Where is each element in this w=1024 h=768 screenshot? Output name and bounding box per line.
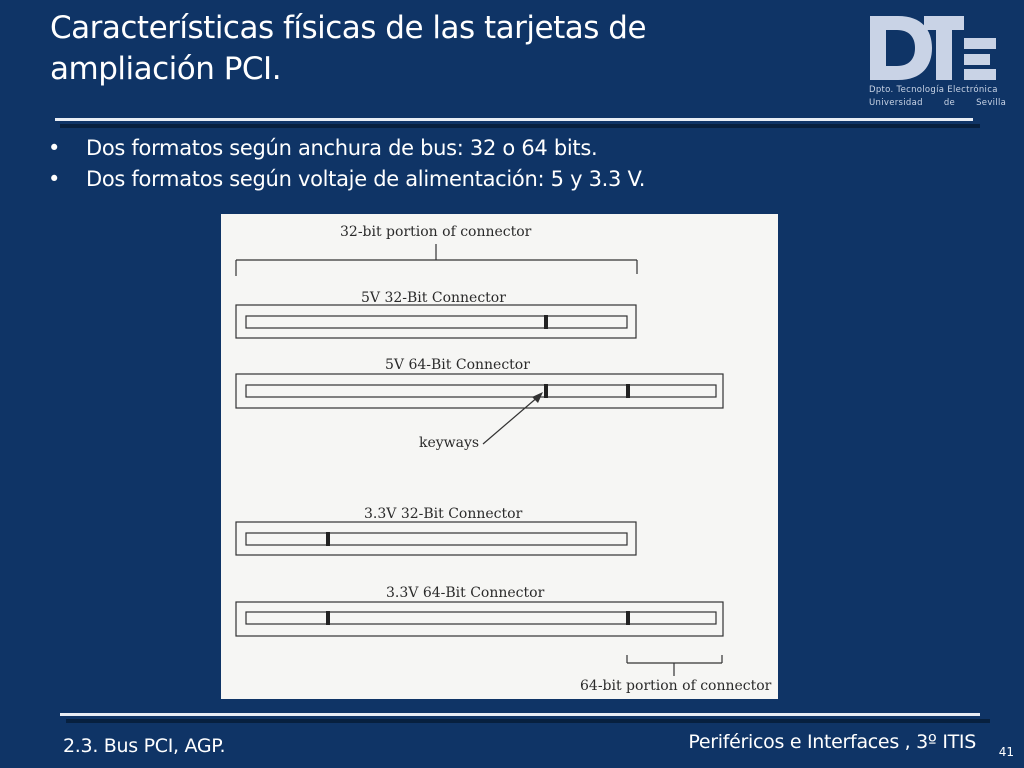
connector-33v-32bit <box>236 522 636 555</box>
logo-de-word: de <box>943 98 956 108</box>
label-64bit-portion: 64-bit portion of connector <box>580 678 772 694</box>
bullet-item <box>46 164 946 195</box>
title-rule-shadow <box>60 124 980 128</box>
label-33v-64bit: 3.3V 64-Bit Connector <box>386 585 545 601</box>
title-rule <box>55 118 973 121</box>
bullet-symbol: • <box>48 167 61 191</box>
slide-title-line2: ampliación PCI. <box>50 51 282 87</box>
logo-university-text <box>869 98 1006 108</box>
footer-rule-shadow <box>66 719 990 723</box>
logo-sevilla-word: Sevilla <box>976 98 1007 108</box>
bullet-symbol: • <box>48 136 61 160</box>
label-5v-32bit: 5V 32-Bit Connector <box>361 290 506 306</box>
label-keyways: keyways <box>419 435 480 451</box>
bracket-32bit <box>236 244 637 276</box>
connector-5v-64bit <box>236 374 723 408</box>
footer-course: Periféricos e Interfaces , 3º ITIS <box>688 731 976 753</box>
footer-rule <box>60 713 980 716</box>
page-number: 41 <box>998 745 1014 759</box>
logo-univ-word: Universidad <box>869 98 923 108</box>
footer-section: 2.3. Bus PCI, AGP. <box>63 735 226 757</box>
slide-title <box>50 8 810 90</box>
pci-connector-figure <box>221 214 778 699</box>
bullet-text: Dos formatos según anchura de bus: 32 o 64 bits. <box>86 136 598 160</box>
bullet-list <box>46 133 946 195</box>
keyways-arrow <box>483 392 543 444</box>
slide-title-line1: Características físicas de las tarjetas de <box>50 10 647 46</box>
bullet-text: Dos formatos según voltaje de alimentación: 5 y 3.3 V. <box>86 167 646 191</box>
connector-33v-64bit <box>236 602 723 636</box>
bullet-item <box>46 133 946 164</box>
connector-5v-32bit <box>236 305 636 338</box>
label-5v-64bit: 5V 64-Bit Connector <box>385 357 530 373</box>
label-33v-32bit: 3.3V 32-Bit Connector <box>364 506 523 522</box>
logo-dept-text: Dpto. Tecnología Electrónica <box>869 85 998 95</box>
label-32bit-portion: 32-bit portion of connector <box>340 224 532 240</box>
bracket-64bit <box>627 655 722 676</box>
